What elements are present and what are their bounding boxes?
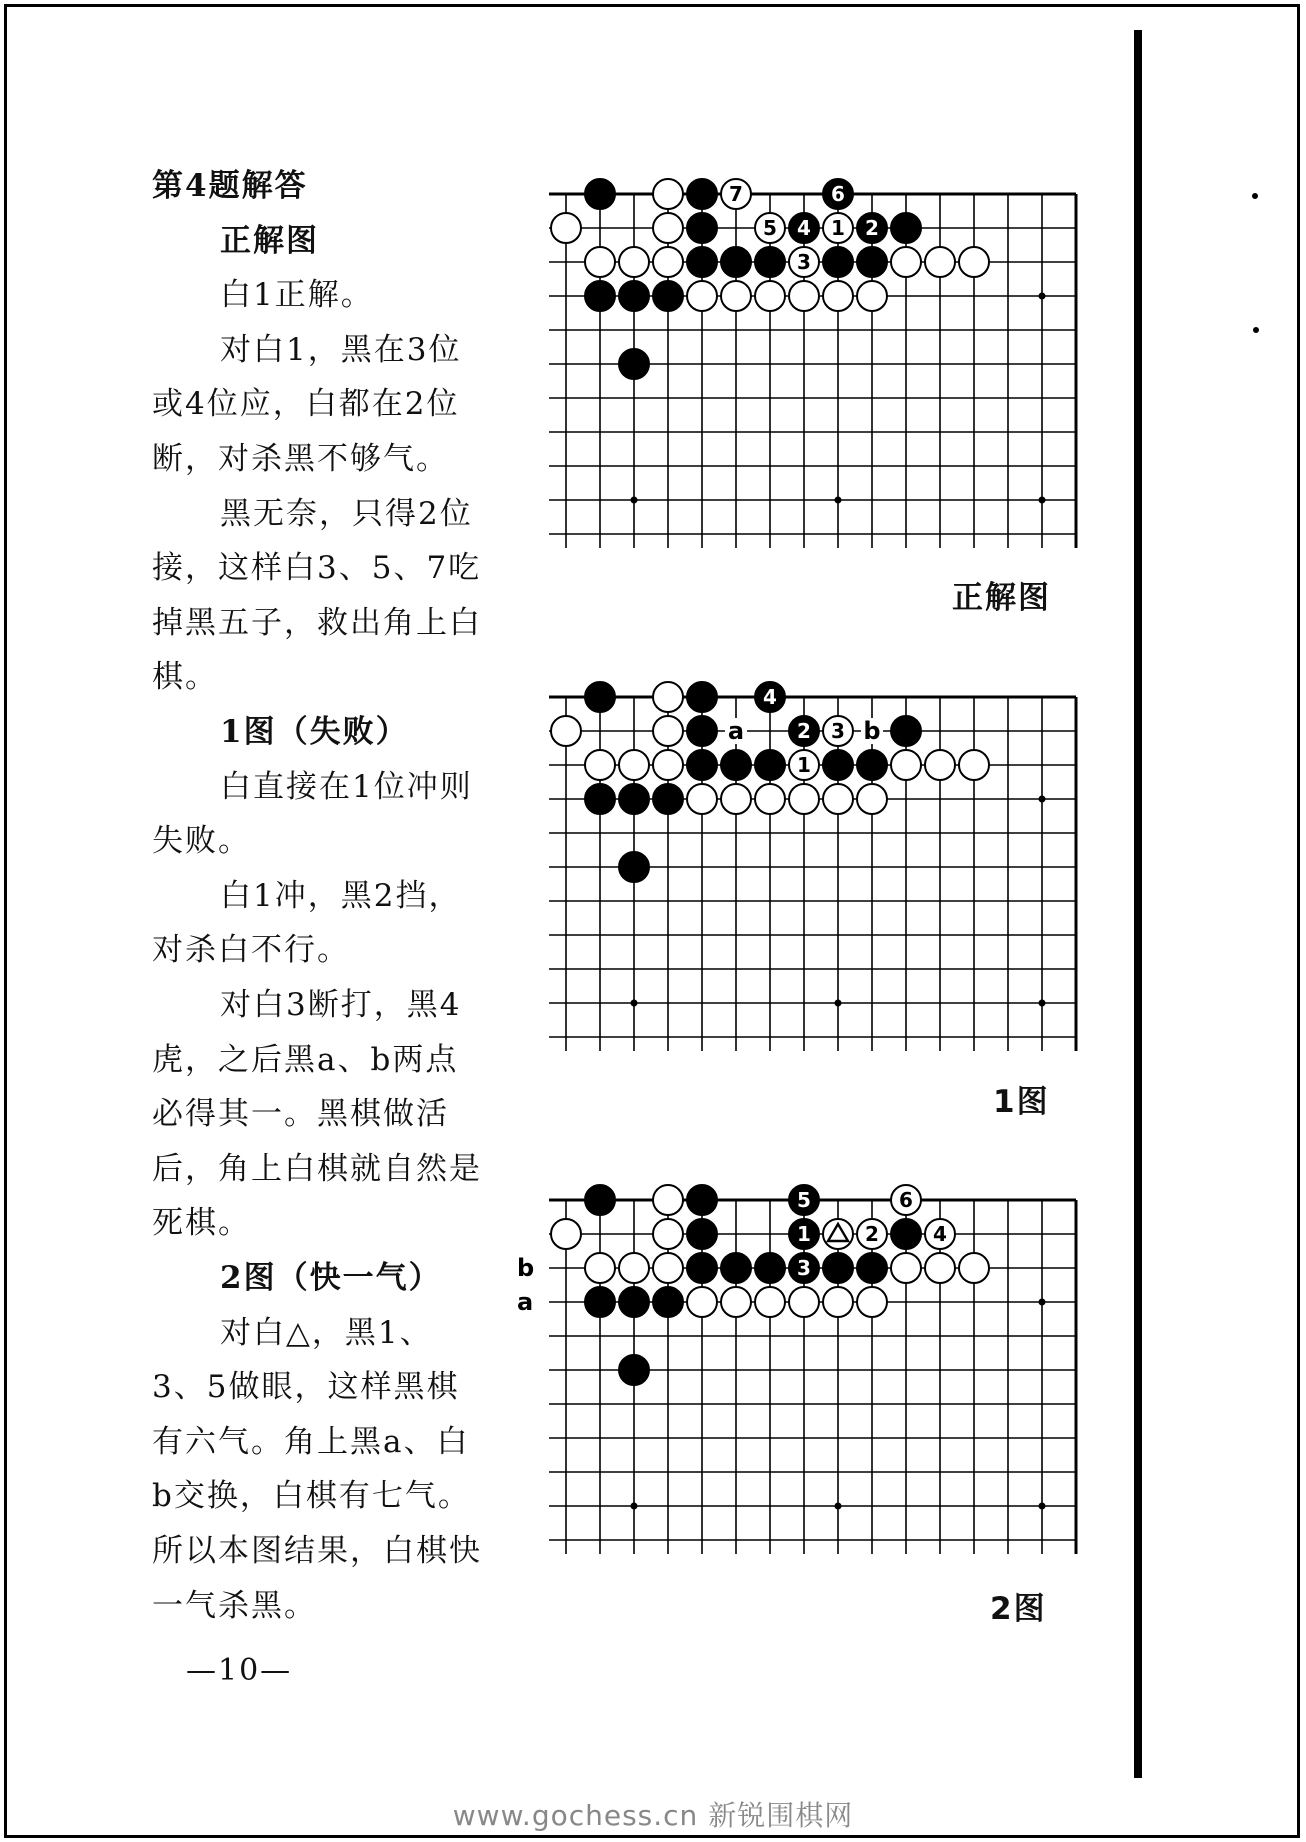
point-letter: a	[727, 717, 745, 745]
white-stone	[755, 281, 785, 311]
star-point	[631, 497, 638, 504]
black-stone	[687, 682, 717, 712]
go-diagram-correct	[515, 162, 1065, 582]
white-stone	[857, 281, 887, 311]
black-stone	[653, 281, 683, 311]
black-stone	[585, 1287, 615, 1317]
white-stone	[687, 1287, 717, 1317]
white-stone	[653, 750, 683, 780]
white-stone	[619, 1253, 649, 1283]
black-stone	[891, 716, 921, 746]
white-stone	[925, 1219, 955, 1249]
white-stone	[721, 1287, 751, 1317]
watermark-footer: www.gochess.cn 新锐围棋网	[452, 1799, 854, 1832]
black-stone	[687, 1253, 717, 1283]
text-line: 正解图	[220, 222, 319, 259]
white-stone	[653, 1253, 683, 1283]
white-stone	[959, 750, 989, 780]
white-stone	[857, 1287, 887, 1317]
text-line: 掉黑五子，救出角上白	[152, 604, 482, 641]
black-stone	[687, 716, 717, 746]
white-stone	[925, 750, 955, 780]
move-number: 3	[797, 250, 811, 274]
white-stone	[891, 1185, 921, 1215]
star-point	[1039, 796, 1046, 803]
text-line: 一气杀黑。	[152, 1587, 317, 1624]
move-number: 2	[797, 719, 811, 743]
text-line: 3、5做眼，这样黑棋	[152, 1369, 460, 1406]
white-stone	[925, 247, 955, 277]
black-stone	[653, 1287, 683, 1317]
white-stone	[619, 247, 649, 277]
black-stone	[687, 247, 717, 277]
white-stone	[891, 247, 921, 277]
move-number: 4	[797, 216, 811, 240]
white-stone	[789, 281, 819, 311]
white-stone	[653, 1219, 683, 1249]
move-number: 3	[797, 1256, 811, 1280]
black-stone	[585, 281, 615, 311]
diagram-caption: 2图	[990, 1591, 1047, 1627]
black-stone	[653, 784, 683, 814]
white-stone	[789, 1287, 819, 1317]
black-stone	[687, 179, 717, 209]
star-point	[631, 1503, 638, 1510]
page-number: —10—	[186, 1653, 293, 1688]
diagram-caption: 1图	[993, 1084, 1050, 1120]
white-stone	[857, 784, 887, 814]
white-stone	[823, 213, 853, 243]
white-stone	[687, 784, 717, 814]
move-number: 1	[831, 216, 845, 240]
black-stone	[755, 750, 785, 780]
star-point	[1039, 1299, 1046, 1306]
text-line: 白直接在1位冲则	[220, 768, 473, 805]
move-number: 4	[763, 685, 777, 709]
white-stone	[789, 750, 819, 780]
white-stone	[755, 213, 785, 243]
move-number: 6	[831, 182, 845, 206]
black-stone	[619, 1355, 649, 1385]
white-stone	[959, 1253, 989, 1283]
white-stone	[789, 784, 819, 814]
black-stone	[619, 349, 649, 379]
black-stone	[619, 1287, 649, 1317]
text-line: 死棋。	[152, 1205, 251, 1242]
move-number: 7	[729, 182, 743, 206]
text-line: 对白3断打，黑4	[220, 987, 462, 1023]
white-stone	[925, 1253, 955, 1283]
text-line: 虎，之后黑a、b两点	[152, 1041, 459, 1078]
black-stone	[891, 213, 921, 243]
black-stone	[789, 1253, 819, 1283]
book-spine-shadow	[1134, 30, 1142, 1778]
white-stone	[823, 1287, 853, 1317]
text-line: b交换，白棋有七气。	[152, 1478, 471, 1515]
black-stone	[823, 179, 853, 209]
star-point	[835, 1503, 842, 1510]
white-stone	[551, 716, 581, 746]
star-point	[835, 497, 842, 504]
white-stone	[653, 682, 683, 712]
white-stone	[823, 784, 853, 814]
diagram-caption: 正解图	[952, 580, 1051, 616]
star-point	[631, 1000, 638, 1007]
white-stone	[585, 750, 615, 780]
go-diagram-2	[515, 1168, 1065, 1588]
black-stone	[687, 750, 717, 780]
text-line: 必得其一。黑棋做活	[152, 1096, 449, 1133]
white-stone	[789, 247, 819, 277]
white-stone	[653, 1185, 683, 1215]
text-line: 失败。	[152, 823, 251, 860]
move-number: 4	[933, 1222, 947, 1246]
move-number: 5	[797, 1188, 811, 1212]
move-number: 2	[865, 1222, 879, 1246]
black-stone	[687, 213, 717, 243]
white-stone	[721, 281, 751, 311]
white-stone	[857, 1219, 887, 1249]
white-stone	[721, 784, 751, 814]
star-point	[1039, 497, 1046, 504]
star-point	[1039, 1503, 1046, 1510]
point-letter: b	[863, 717, 881, 745]
text-line: 黑无奈，只得2位	[220, 495, 473, 532]
white-stone	[959, 247, 989, 277]
black-stone	[789, 716, 819, 746]
black-stone	[755, 682, 785, 712]
black-stone	[891, 1219, 921, 1249]
black-stone	[687, 1185, 717, 1215]
white-stone	[551, 213, 581, 243]
move-number: 5	[763, 216, 777, 240]
white-stone	[653, 716, 683, 746]
white-stone	[823, 281, 853, 311]
text-line: 对杀白不行。	[152, 932, 350, 969]
star-point	[1039, 293, 1046, 300]
move-number: 3	[831, 719, 845, 743]
move-number: 2	[865, 216, 879, 240]
black-stone	[823, 1253, 853, 1283]
move-number: 1	[797, 753, 811, 777]
text-line: 或4位应，白都在2位	[152, 386, 460, 423]
white-stone	[755, 784, 785, 814]
white-stone	[823, 716, 853, 746]
star-point	[1039, 1000, 1046, 1007]
text-line: 1图（失败）	[220, 714, 409, 750]
black-stone	[857, 247, 887, 277]
white-stone	[585, 247, 615, 277]
white-stone	[585, 1253, 615, 1283]
star-point	[835, 1000, 842, 1007]
black-stone	[823, 750, 853, 780]
side-letter: b	[517, 1254, 535, 1282]
text-line: 接，这样白3、5、7吃	[152, 550, 482, 587]
black-stone	[721, 1253, 751, 1283]
black-stone	[789, 213, 819, 243]
white-stone	[755, 1287, 785, 1317]
white-stone	[891, 1253, 921, 1283]
black-stone	[619, 784, 649, 814]
text-line: 白1正解。	[220, 277, 374, 314]
black-stone	[585, 1185, 615, 1215]
black-stone	[619, 852, 649, 882]
text-line: 后，角上白棋就自然是	[152, 1150, 482, 1187]
text-line: 2图（快一气）	[220, 1260, 442, 1296]
black-stone	[585, 179, 615, 209]
black-stone	[755, 247, 785, 277]
white-stone	[653, 213, 683, 243]
black-stone	[619, 281, 649, 311]
white-stone	[891, 750, 921, 780]
white-stone	[721, 179, 751, 209]
scan-speck	[1252, 193, 1258, 199]
text-line: 所以本图结果，白棋快	[152, 1533, 482, 1569]
move-number: 1	[797, 1222, 811, 1246]
go-diagram-1	[515, 665, 1065, 1085]
black-stone	[823, 247, 853, 277]
white-stone	[551, 1219, 581, 1249]
text-line: 有六气。角上黑a、白	[152, 1423, 470, 1460]
text-line: 断，对杀黑不够气。	[152, 441, 449, 477]
text-line: 对白1，黑在3位	[220, 331, 462, 368]
black-stone	[789, 1185, 819, 1215]
black-stone	[687, 1219, 717, 1249]
black-stone	[585, 784, 615, 814]
white-stone	[653, 179, 683, 209]
scan-speck	[1253, 327, 1259, 333]
black-stone	[789, 1219, 819, 1249]
black-stone	[721, 750, 751, 780]
side-letter: a	[517, 1288, 534, 1316]
black-stone	[857, 750, 887, 780]
black-stone	[755, 1253, 785, 1283]
text-line: 棋。	[152, 659, 218, 696]
black-stone	[857, 213, 887, 243]
move-number: 6	[899, 1188, 913, 1212]
text-line: 对白△，黑1、	[220, 1314, 433, 1351]
black-stone	[585, 682, 615, 712]
white-stone	[823, 1219, 853, 1249]
section-heading: 第4题解答	[152, 168, 308, 204]
white-stone	[687, 281, 717, 311]
black-stone	[857, 1253, 887, 1283]
black-stone	[721, 247, 751, 277]
white-stone	[653, 247, 683, 277]
text-line: 白1冲，黑2挡，	[220, 877, 462, 914]
white-stone	[619, 750, 649, 780]
